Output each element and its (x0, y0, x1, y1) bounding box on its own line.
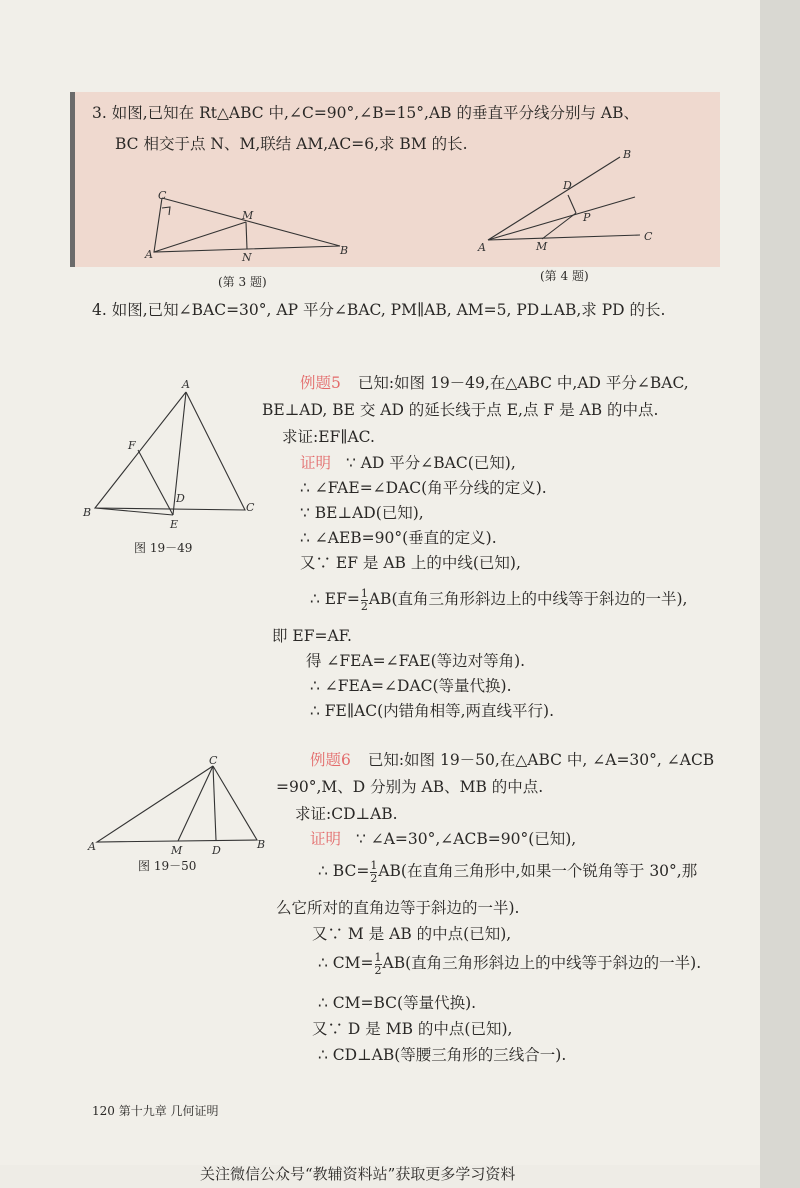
fig50-label-C: C (209, 754, 218, 767)
fig4-label-A: A (478, 241, 486, 254)
fig3-label-N: N (242, 251, 252, 264)
example5-fraction (361, 588, 368, 613)
example6-step4 (318, 950, 701, 977)
example6-step6: 又∵ D 是 MB 的中点(已知), (312, 1020, 513, 1038)
example5-prove: 求证:EF∥AC. (282, 428, 375, 446)
example6-prove: 求证:CD⊥AB. (295, 805, 398, 823)
fig4-ray-AB (488, 157, 620, 240)
figure-19-50 (85, 754, 275, 858)
figure-3 (140, 188, 360, 268)
fig50-caption: 图 19－50 (138, 859, 197, 873)
fig49-label-A: A (182, 378, 190, 391)
fig50-label-M: M (171, 844, 183, 857)
example5-step10: ∴ FE∥AC(内错角相等,两直线平行). (310, 702, 555, 720)
example5-step2: ∴ ∠FAE=∠DAC(角平分线的定义). (300, 479, 547, 497)
fig3-label-A: A (145, 248, 153, 261)
example5-proof-label: 证明 (300, 454, 332, 472)
fig50-label-D: D (212, 844, 221, 857)
example5-step7: 即 EF=AF. (272, 627, 352, 645)
fraction-numerator: 1 (360, 586, 368, 600)
fig50-line-CD (213, 766, 216, 840)
fig49-caption: 图 19－49 (134, 541, 193, 555)
fig49-label-B: B (83, 506, 92, 519)
fig4-label-B: B (623, 148, 632, 161)
fig4-label-M: M (536, 240, 548, 253)
example5-step4: ∴ ∠AEB=90°(垂直的定义). (300, 529, 497, 547)
example5-step6-start: ∴ EF= (310, 590, 360, 608)
problem4-text: 4. 如图,已知∠BAC=30°, AP 平分∠BAC, PM∥AB, AM=5, PD⊥AB,求 PD 的长. (92, 301, 666, 319)
example6-title: 例题6 (310, 751, 351, 769)
example5-step9: ∴ ∠FEA=∠DAC(等量代换). (310, 677, 512, 695)
example6-step2-end: AB(在直角三角形中,如果一个锐角等于 30°,那 (378, 862, 698, 880)
fraction-denominator: 2 (360, 599, 368, 613)
example5-step3: ∵ BE⊥AD(已知), (300, 504, 424, 522)
fraction-denominator: 2 (374, 963, 382, 977)
fraction-denominator: 2 (370, 871, 378, 885)
fig50-triangle (97, 766, 257, 842)
fig4-ray-AC (488, 235, 640, 240)
watermark-note: 关注微信公众号“教辅资料站”获取更多学习资料 (200, 1165, 516, 1183)
fig4-line-PM (542, 213, 576, 239)
fig3-label-B: B (340, 244, 349, 257)
fig49-label-C: C (246, 501, 255, 514)
example5-step1: ∵ AD 平分∠BAC(已知), (345, 454, 516, 472)
example5-step8: 得 ∠FEA=∠FAE(等边对等角). (306, 652, 526, 670)
fig4-bisector-AP (488, 197, 635, 240)
example6-given2: =90°,M、D 分别为 AB、MB 的中点. (276, 778, 544, 796)
fraction-numerator: 1 (374, 950, 382, 964)
fig3-right-angle-mark (162, 207, 170, 215)
fig4-label-P: P (583, 211, 591, 224)
example6-step2 (318, 858, 697, 885)
fraction-numerator: 1 (370, 858, 378, 872)
fig49-label-E: E (170, 518, 179, 531)
example6-given1: 已知:如图 19－50,在△ABC 中, ∠A=30°, ∠ACB (367, 751, 715, 769)
fig4-label-C: C (644, 230, 653, 243)
page-footer: 120 第十九章 几何证明 (92, 1104, 219, 1118)
fig4-label-D: D (563, 179, 572, 192)
example6-proof-label: 证明 (310, 830, 342, 848)
page-edge-shadow (760, 0, 800, 1188)
exercise-box-bar (70, 92, 75, 267)
example6-step2-cont: 么它所对的直角边等于斜边的一半). (276, 899, 520, 917)
example6-step4-start: ∴ CM= (318, 954, 374, 972)
fig50-label-A: A (88, 840, 96, 853)
example6-fraction-1 (370, 860, 377, 885)
example6-step1: ∵ ∠A=30°,∠ACB=90°(已知), (355, 830, 577, 848)
example6-step5: ∴ CM=BC(等量代换). (318, 994, 477, 1012)
example5-given2: BE⊥AD, BE 交 AD 的延长线于点 E,点 F 是 AB 的中点. (262, 401, 659, 419)
fig49-label-D: D (176, 492, 185, 505)
fig3-line-AM (154, 222, 246, 252)
fig49-line-FE (138, 450, 173, 515)
fig4-caption: (第 4 题) (540, 269, 589, 283)
fig3-label-C: C (158, 189, 167, 202)
example6-step2-start: ∴ BC= (318, 862, 370, 880)
example5-title: 例题5 (300, 374, 341, 392)
example6-step3: 又∵ M 是 AB 的中点(已知), (312, 925, 512, 943)
problem3-line2: BC 相交于点 N、M,联结 AM,AC=6,求 BM 的长. (115, 135, 468, 153)
example5-step6-end: AB(直角三角形斜边上的中线等于斜边的一半), (368, 590, 688, 608)
example6-step7: ∴ CD⊥AB(等腰三角形的三线合一). (318, 1046, 567, 1064)
example5-given1: 已知:如图 19－49,在△ABC 中,AD 平分∠BAC, (357, 374, 689, 392)
fig49-triangle (95, 392, 245, 510)
figure-19-49 (80, 378, 260, 531)
example5-step5: 又∵ EF 是 AB 上的中线(已知), (300, 554, 521, 572)
example6-step4-end: AB(直角三角形斜边上的中线等于斜边的一半). (382, 954, 702, 972)
fig3-label-M: M (242, 209, 254, 222)
example6-fraction-2 (375, 952, 382, 977)
fig3-caption: (第 3 题) (218, 275, 267, 289)
fig4-line-PD (568, 195, 576, 213)
fig3-line-MN (246, 222, 247, 249)
fig50-label-B: B (257, 838, 266, 851)
fig49-label-F: F (128, 439, 136, 452)
figure-4 (470, 145, 670, 255)
problem3-line1: 3. 如图,已知在 Rt△ABC 中,∠C=90°,∠B=15°,AB 的垂直平分线分别与 AB、 (92, 104, 639, 122)
example5-step6 (310, 586, 687, 613)
